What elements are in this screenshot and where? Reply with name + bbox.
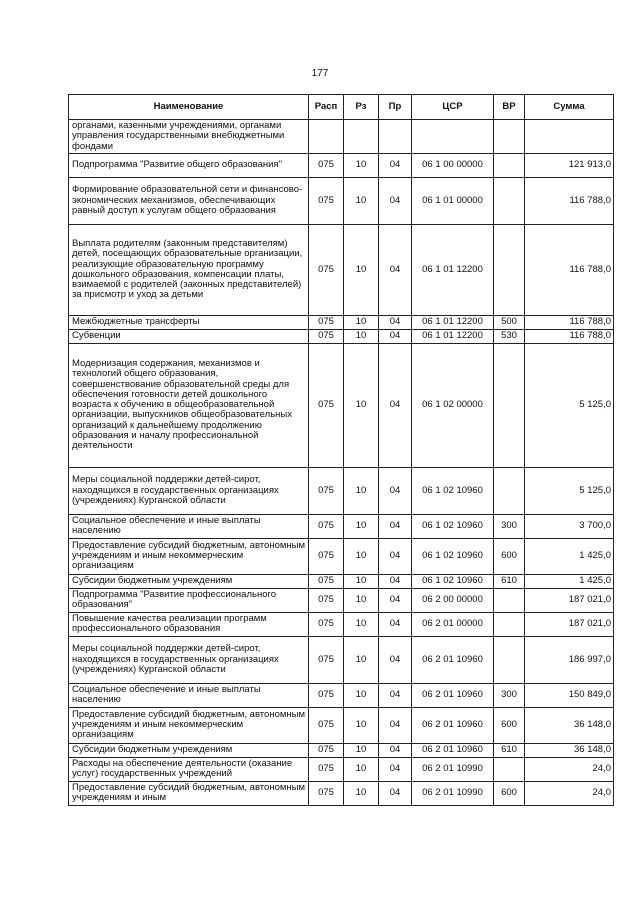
table-row (69, 757, 614, 781)
row-rz: 10 (344, 683, 379, 707)
row-name: Субсидии бюджетным учреждениям (69, 574, 309, 588)
page-number: 177 (311, 68, 329, 79)
row-vr (494, 467, 525, 514)
row-name: Подпрограмма "Развитие общего образования" (69, 153, 309, 177)
row-csr: 06 1 01 12200 (412, 315, 494, 329)
row-csr: 06 2 01 10960 (412, 636, 494, 683)
row-vr (494, 636, 525, 683)
row-vr (494, 120, 525, 154)
table-row (69, 781, 614, 805)
row-rz: 10 (344, 538, 379, 574)
row-rz: 10 (344, 781, 379, 805)
row-rasp: 075 (309, 743, 344, 757)
row-sum: 116 788,0 (525, 224, 614, 315)
row-rz: 10 (344, 636, 379, 683)
table-row (69, 743, 614, 757)
row-pr: 04 (379, 612, 412, 636)
row-csr: 06 1 01 12200 (412, 224, 494, 315)
row-csr: 06 1 02 10960 (412, 574, 494, 588)
row-name: Подпрограмма "Развитие профессионального образования" (69, 588, 309, 612)
row-sum: 24,0 (525, 757, 614, 781)
row-vr: 600 (494, 538, 525, 574)
row-vr: 530 (494, 329, 525, 343)
table-row (69, 343, 614, 467)
row-sum: 1 425,0 (525, 574, 614, 588)
row-rz: 10 (344, 757, 379, 781)
row-csr (412, 120, 494, 154)
row-name: Предоставление субсидий бюджетным, автономным учреждениям и иным некоммерческим организациям (69, 707, 309, 743)
budget-table (68, 94, 614, 806)
table-body (69, 120, 614, 806)
row-csr: 06 2 01 10960 (412, 707, 494, 743)
row-pr: 04 (379, 514, 412, 538)
row-rasp: 075 (309, 636, 344, 683)
row-name: Повышение качества реализации программ профессионального образования (69, 612, 309, 636)
table-row (69, 683, 614, 707)
row-rasp (309, 120, 344, 154)
row-sum: 187 021,0 (525, 612, 614, 636)
row-rz (344, 120, 379, 154)
row-csr: 06 2 01 10960 (412, 683, 494, 707)
row-pr (379, 120, 412, 154)
table-row (69, 467, 614, 514)
row-name: Расходы на обеспечение деятельности (оказание услуг) государственных учреждений (69, 757, 309, 781)
row-csr: 06 2 01 00000 (412, 612, 494, 636)
table-header-row (69, 95, 614, 120)
row-rasp: 075 (309, 588, 344, 612)
row-sum: 5 125,0 (525, 343, 614, 467)
row-pr: 04 (379, 177, 412, 224)
row-csr: 06 2 01 10990 (412, 781, 494, 805)
row-vr: 600 (494, 781, 525, 805)
row-rasp: 075 (309, 612, 344, 636)
row-vr (494, 153, 525, 177)
table-row (69, 514, 614, 538)
row-pr: 04 (379, 224, 412, 315)
row-name: Выплата родителям (законным представителям) детей, посещающих образовательные организации, реализующие образовательную программу дошкольного образования, компенсации платы, взимаемой с родителей (законных представителей) за присмотр и уход за детьми (69, 224, 309, 315)
row-name: органами, казенными учреждениями, органами управления государственными внебюджетными фондами (69, 120, 309, 154)
row-vr: 610 (494, 743, 525, 757)
row-pr: 04 (379, 467, 412, 514)
row-sum: 5 125,0 (525, 467, 614, 514)
table-row (69, 707, 614, 743)
row-rasp: 075 (309, 781, 344, 805)
row-vr: 500 (494, 315, 525, 329)
row-rasp: 075 (309, 538, 344, 574)
row-rasp: 075 (309, 757, 344, 781)
row-csr: 06 1 02 10960 (412, 467, 494, 514)
header-csr: ЦСР (412, 95, 494, 120)
row-rz: 10 (344, 612, 379, 636)
row-sum: 187 021,0 (525, 588, 614, 612)
row-pr: 04 (379, 757, 412, 781)
row-sum: 36 148,0 (525, 707, 614, 743)
row-vr (494, 588, 525, 612)
row-rasp: 075 (309, 574, 344, 588)
row-pr: 04 (379, 781, 412, 805)
row-rz: 10 (344, 329, 379, 343)
row-pr: 04 (379, 538, 412, 574)
row-name: Социальное обеспечение и иные выплаты населению (69, 683, 309, 707)
row-vr (494, 224, 525, 315)
row-sum: 121 913,0 (525, 153, 614, 177)
table-row (69, 612, 614, 636)
row-rasp: 075 (309, 343, 344, 467)
row-sum: 3 700,0 (525, 514, 614, 538)
row-rz: 10 (344, 574, 379, 588)
row-vr: 300 (494, 514, 525, 538)
row-rz: 10 (344, 588, 379, 612)
row-csr: 06 2 01 10990 (412, 757, 494, 781)
row-csr: 06 1 00 00000 (412, 153, 494, 177)
row-pr: 04 (379, 743, 412, 757)
row-name: Субвенции (69, 329, 309, 343)
row-csr: 06 2 00 00000 (412, 588, 494, 612)
row-name: Предоставление субсидий бюджетным, автономным учреждениям и иным (69, 781, 309, 805)
header-vr: ВР (494, 95, 525, 120)
header-name: Наименование (69, 95, 309, 120)
header-rz: Рз (344, 95, 379, 120)
row-sum: 116 788,0 (525, 329, 614, 343)
row-csr: 06 1 02 00000 (412, 343, 494, 467)
header-rasp: Расп (309, 95, 344, 120)
row-vr (494, 757, 525, 781)
row-name: Меры социальной поддержки детей-сирот, находящихся в государственных организациях (учреждениях) Курганской области (69, 636, 309, 683)
header-sum: Сумма (525, 95, 614, 120)
row-pr: 04 (379, 315, 412, 329)
row-rasp: 075 (309, 224, 344, 315)
row-csr: 06 1 02 10960 (412, 514, 494, 538)
row-rasp: 075 (309, 177, 344, 224)
row-name: Субсидии бюджетным учреждениям (69, 743, 309, 757)
row-sum: 186 997,0 (525, 636, 614, 683)
row-pr: 04 (379, 343, 412, 467)
row-vr (494, 612, 525, 636)
row-rz: 10 (344, 707, 379, 743)
row-csr: 06 1 01 00000 (412, 177, 494, 224)
row-name: Формирование образовательной сети и финансово-экономических механизмов, обеспечивающих равный доступ к услугам общего образования (69, 177, 309, 224)
row-rasp: 075 (309, 329, 344, 343)
row-name: Меры социальной поддержки детей-сирот, находящихся в государственных организациях (учреждениях) Курганской области (69, 467, 309, 514)
row-name: Социальное обеспечение и иные выплаты населению (69, 514, 309, 538)
row-pr: 04 (379, 707, 412, 743)
row-rasp: 075 (309, 315, 344, 329)
row-vr: 300 (494, 683, 525, 707)
row-rz: 10 (344, 343, 379, 467)
row-pr: 04 (379, 588, 412, 612)
row-name: Предоставление субсидий бюджетным, автономным учреждениям и иным некоммерческим организациям (69, 538, 309, 574)
row-rz: 10 (344, 743, 379, 757)
table-row (69, 315, 614, 329)
row-rasp: 075 (309, 153, 344, 177)
row-sum: 116 788,0 (525, 315, 614, 329)
table-row (69, 224, 614, 315)
table-row (69, 177, 614, 224)
row-vr (494, 177, 525, 224)
row-vr (494, 343, 525, 467)
row-name: Модернизация содержания, механизмов и технологий общего образования, совершенствование образовательной среды для обеспечения готовности детей дошкольного возраста к обучению в общеобразовательной организации, выпускников общеобразовательных организаций к дальнейшему продолжению образования и началу профессиональной деятельности (69, 343, 309, 467)
row-rz: 10 (344, 315, 379, 329)
row-sum: 150 849,0 (525, 683, 614, 707)
row-sum: 1 425,0 (525, 538, 614, 574)
row-sum: 36 148,0 (525, 743, 614, 757)
header-pr: Пр (379, 95, 412, 120)
table-row (69, 574, 614, 588)
table-row (69, 329, 614, 343)
row-rasp: 075 (309, 707, 344, 743)
row-name: Межбюджетные трансферты (69, 315, 309, 329)
table-row (69, 120, 614, 154)
table-row (69, 588, 614, 612)
row-sum (525, 120, 614, 154)
row-rasp: 075 (309, 514, 344, 538)
table-row (69, 636, 614, 683)
row-rasp: 075 (309, 683, 344, 707)
table-row (69, 153, 614, 177)
row-rz: 10 (344, 224, 379, 315)
row-pr: 04 (379, 153, 412, 177)
table-row (69, 538, 614, 574)
row-vr: 600 (494, 707, 525, 743)
row-rz: 10 (344, 514, 379, 538)
row-rasp: 075 (309, 467, 344, 514)
row-csr: 06 1 01 12200 (412, 329, 494, 343)
row-rz: 10 (344, 177, 379, 224)
row-vr: 610 (494, 574, 525, 588)
row-sum: 24,0 (525, 781, 614, 805)
row-rz: 10 (344, 153, 379, 177)
row-pr: 04 (379, 683, 412, 707)
row-pr: 04 (379, 574, 412, 588)
row-pr: 04 (379, 329, 412, 343)
row-sum: 116 788,0 (525, 177, 614, 224)
row-csr: 06 2 01 10960 (412, 743, 494, 757)
row-pr: 04 (379, 636, 412, 683)
row-csr: 06 1 02 10960 (412, 538, 494, 574)
row-rz: 10 (344, 467, 379, 514)
